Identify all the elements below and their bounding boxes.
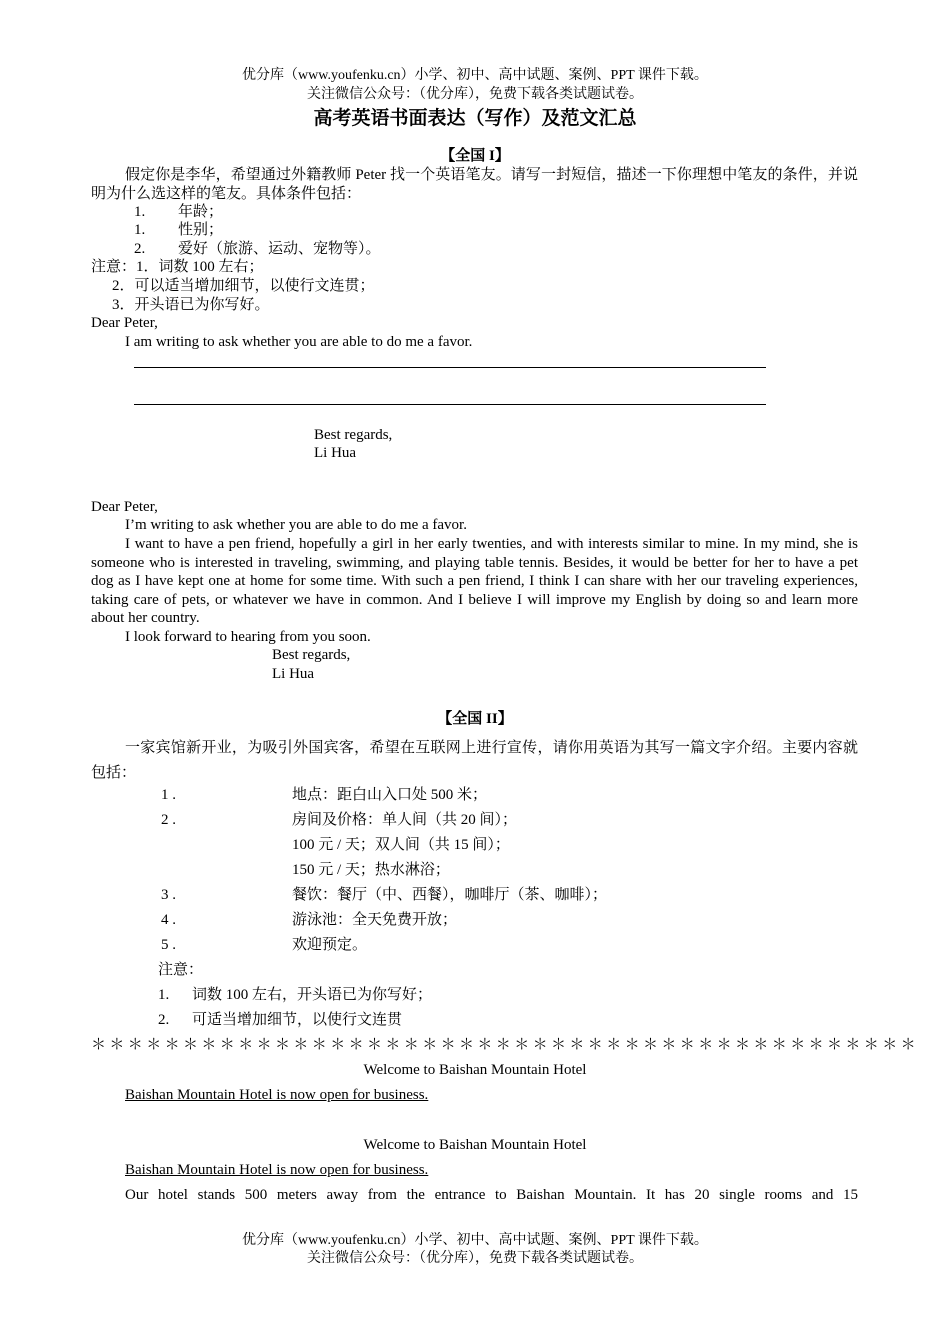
condition-2-text: 性别； <box>178 222 224 238</box>
note-2: 2．可以适当增加细节，以使行文连贯； <box>112 278 375 294</box>
page-title: 高考英语书面表达（写作）及范文汇总 <box>313 107 637 129</box>
hotel-item-1-num: 1 . <box>161 787 176 803</box>
hotel-item-5-text: 欢迎预定。 <box>292 937 368 953</box>
hotel-item-2-num: 2 . <box>161 812 176 828</box>
header-line-1: 优分库（www.youfenku.cn）小学、初中、高中试题、案例、PPT 课件下载。 <box>242 68 708 83</box>
section-1-heading: 【全国 I】 <box>440 148 510 164</box>
footer-line-2: 关注微信公众号：（优分库），免费下载各类试题试卷。 <box>307 1251 643 1266</box>
answer-line <box>134 404 766 405</box>
letter-greeting: Dear Peter, <box>91 315 158 331</box>
condition-3-num: 2. <box>134 241 146 257</box>
letter-signature: Li Hua <box>314 445 357 461</box>
section-2-heading: 【全国 II】 <box>437 711 513 727</box>
note-3: 3．开头语已为你写好。 <box>112 297 270 313</box>
condition-1-num: 1. <box>134 204 146 220</box>
section-1-prompt: 假定你是李华，希望通过外籍教师 Peter 找一个英语笔友。请写一封短信，描述一下你理想中笔友的条件，并说明为什么选这样的笔友。具体条件包括： <box>91 167 858 202</box>
letter-closing: Best regards, <box>314 427 393 443</box>
note-1: 注意：1．词数 100 左右； <box>91 259 264 275</box>
hotel-item-1-text: 地点：距白山入口处 500 米； <box>292 787 488 803</box>
hotel-item-4-text: 游泳池：全天免费开放； <box>292 912 458 928</box>
condition-3-text: 爱好（旅游、运动、宠物等）。 <box>178 241 381 257</box>
sample-opening: I’m writing to ask whether you are able to do me a favor. <box>125 517 467 533</box>
sample-signature: Li Hua <box>272 666 315 682</box>
sample-greeting: Dear Peter, <box>91 499 158 515</box>
hotel-item-3-num: 3 . <box>161 887 176 903</box>
hotel-item-2-text: 150 元 / 天；热水淋浴； <box>292 862 450 878</box>
note-2-2-num: 2. <box>158 1012 170 1028</box>
sample-end: I look forward to hearing from you soon. <box>125 629 371 645</box>
section-2-prompt: 一家宾馆新开业，为吸引外国宾客，希望在互联网上进行宣传，请你用英语为其写一篇文字介绍。主要内容就包括： <box>91 740 858 781</box>
sample-2-body: Our hotel stands 500 meters away from the entrance to Baishan Mountain. It has 20 single rooms and 15 <box>125 1187 858 1203</box>
hotel-open-line: Baishan Mountain Hotel is now open for business. <box>125 1087 429 1103</box>
condition-2-num: 1. <box>134 222 146 238</box>
hotel-item-2-text: 房间及价格：单人间（共 20 间）； <box>292 812 518 828</box>
sample-body: I want to have a pen friend, hopefully a girl in her early twenties, and with interests similar to mine. In my mind, she is someone who is interested in traveling, swimming, and playing table tennis. Besides, it would be better for her to have a pet dog as I have kept one at home for some time. With such a pen friend, I think I can share with her our traveling experiences, taking care of pets, or whatever we have in common. And I believe I will improve my English by doing so and learn more about her country. <box>91 536 858 626</box>
hotel-item-4-num: 4 . <box>161 912 176 928</box>
sample-closing: Best regards, <box>272 647 351 663</box>
footer-line-1: 优分库（www.youfenku.cn）小学、初中、高中试题、案例、PPT 课件下载。 <box>242 1233 708 1248</box>
letter-opening: I am writing to ask whether you are able to do me a favor. <box>125 334 473 350</box>
note-2-1-num: 1. <box>158 987 170 1003</box>
star-divider: ＊＊＊＊＊＊＊＊＊＊＊＊＊＊＊＊＊＊＊＊＊＊＊＊＊＊＊＊＊＊＊＊＊＊＊＊＊＊＊＊＊＊＊＊＊ <box>91 1037 920 1053</box>
note-label: 注意： <box>158 962 204 978</box>
hotel-item-2-text: 100 元 / 天；双人间（共 15 间）； <box>292 837 510 853</box>
header-line-2: 关注微信公众号：（优分库），免费下载各类试题试卷。 <box>307 87 643 102</box>
sample-2-open-line: Baishan Mountain Hotel is now open for business. <box>125 1162 429 1178</box>
hotel-item-5-num: 5 . <box>161 937 176 953</box>
answer-line <box>134 367 766 368</box>
hotel-title: Welcome to Baishan Mountain Hotel <box>363 1062 587 1078</box>
note-2-2-text: 可适当增加细节，以使行文连贯 <box>192 1012 403 1028</box>
note-2-1-text: 词数 100 左右，开头语已为你写好； <box>192 987 433 1003</box>
condition-1-text: 年龄； <box>178 204 224 220</box>
hotel-item-3-text: 餐饮：餐厅（中、西餐），咖啡厅（茶、咖啡）； <box>292 887 608 903</box>
sample-2-title: Welcome to Baishan Mountain Hotel <box>363 1137 587 1153</box>
